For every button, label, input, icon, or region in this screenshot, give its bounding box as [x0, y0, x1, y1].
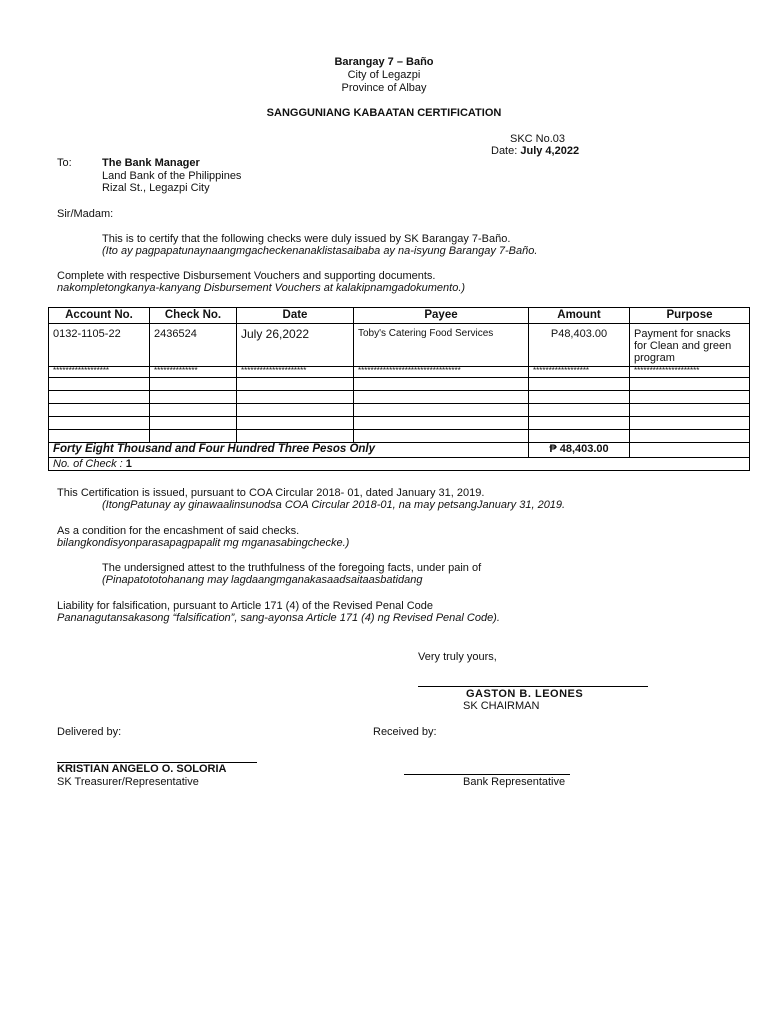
check-count [49, 458, 750, 471]
addressee-name: The Bank Manager [102, 157, 200, 169]
stars-cell: ********************* [630, 367, 750, 378]
addressee-line1: Land Bank of the Philippines [102, 170, 242, 182]
table-row-empty [49, 417, 750, 430]
table-row-empty [49, 391, 750, 404]
coa-paragraph: This Certification is issued, pursuant to COA Circular 2018- 01, dated January 31, 2019. [57, 487, 485, 499]
cell-date: July 26,2022 [237, 324, 354, 367]
complete-text-filipino: nakompletongkanya-kanyang Disbursement Vouchers at kalakipnamgadokumento.) [57, 282, 466, 294]
table-row-empty [49, 404, 750, 417]
total-amount: ₱ 48,403.00 [529, 443, 630, 458]
stars-cell: ************** [150, 367, 237, 378]
bank-rep-signature-line [404, 774, 570, 775]
closing-text: Very truly yours, [418, 651, 497, 663]
date-line [491, 145, 579, 158]
coa-paragraph-filipino: (ItongPatunay ay ginawaalinsunodsa COA Circular 2018-01, na may petsangJanuary 31, 2019. [102, 499, 566, 511]
cell-account-no: 0132-1105-22 [49, 324, 150, 367]
chairman-signature-line [418, 686, 648, 687]
certify-text: This is to certify that the following checks were duly issued by SK Barangay 7-Baño. [102, 233, 511, 245]
table-row-empty [49, 430, 750, 443]
total-in-words: Forty Eight Thousand and Four Hundred Three Pesos Only [49, 443, 529, 458]
skc-number: SKC No.03 [510, 133, 566, 145]
chairman-name: GASTON B. LEONES [466, 688, 584, 700]
city-name: City of Legazpi [347, 69, 421, 81]
salutation: Sir/Madam: [57, 208, 114, 220]
liability-paragraph: Liability for falsification, pursuant to Article 171 (4) of the Revised Penal Code [57, 600, 434, 612]
stars-cell: ********************************* [354, 367, 529, 378]
to-label: To: [57, 157, 72, 169]
header-date: Date [237, 308, 354, 324]
attest-paragraph-filipino: (Pinapatototohanang may lagdaangmganakasaadsaitaasbatidang [102, 574, 423, 586]
addressee-line2: Rizal St., Legazpi City [102, 182, 210, 194]
table-total-row [49, 443, 750, 458]
barangay-name: Barangay 7 – Baño [334, 56, 434, 68]
liability-paragraph-filipino: Pananagutansakasong “falsification”, sang-ayonsa Article 171 (4) ng Revised Penal Code). [57, 612, 500, 624]
header-check-no: Check No. [150, 308, 237, 324]
cell-payee: Toby's Catering Food Services [354, 324, 529, 367]
cell-purpose: Payment for snacks for Clean and green program [630, 324, 750, 367]
table-count-row [49, 458, 750, 471]
checks-table [48, 307, 750, 471]
cell-check-no: 2436524 [150, 324, 237, 367]
table-row [49, 324, 750, 367]
document-title: SANGGUNIANG KABAATAN CERTIFICATION [266, 107, 502, 119]
complete-text: Complete with respective Disbursement Vouchers and supporting documents. [57, 270, 436, 282]
table-row-empty [49, 378, 750, 391]
stars-cell: ****************** [529, 367, 630, 378]
cell-amount: P48,403.00 [529, 324, 630, 367]
province-name: Province of Albay [341, 82, 427, 94]
stars-cell: ****************** [49, 367, 150, 378]
header-account-no: Account No. [49, 308, 150, 324]
treasurer-name: KRISTIAN ANGELO O. SOLORIA [57, 763, 227, 775]
chairman-title: SK CHAIRMAN [463, 700, 540, 712]
certify-text-filipino: (Ito ay pagpapatunaynaangmgacheckenanaklistasaibaba ay na-isyung Barangay 7-Baño. [102, 245, 538, 257]
stars-cell: ********************* [237, 367, 354, 378]
table-header-row [49, 308, 750, 324]
treasurer-title: SK Treasurer/Representative [57, 776, 199, 788]
condition-paragraph: As a condition for the encashment of said checks. [57, 525, 300, 537]
condition-paragraph-filipino: bilangkondisyonparasapagpapalit mg mganasabingchecke.) [57, 537, 350, 549]
bank-rep-title: Bank Representative [463, 776, 566, 788]
date-value: July 4,2022 [520, 145, 580, 157]
header-amount: Amount [529, 308, 630, 324]
date-label: Date: [491, 145, 518, 157]
delivered-by-label: Delivered by: [57, 726, 122, 738]
check-count-label: No. of Check : [53, 458, 123, 470]
received-by-label: Received by: [373, 726, 437, 738]
table-row-separator [49, 367, 750, 378]
attest-paragraph: The undersigned attest to the truthfulness of the foregoing facts, under pain of [102, 562, 482, 574]
header-purpose: Purpose [630, 308, 750, 324]
check-count-value: 1 [125, 458, 132, 470]
header-payee: Payee [354, 308, 529, 324]
